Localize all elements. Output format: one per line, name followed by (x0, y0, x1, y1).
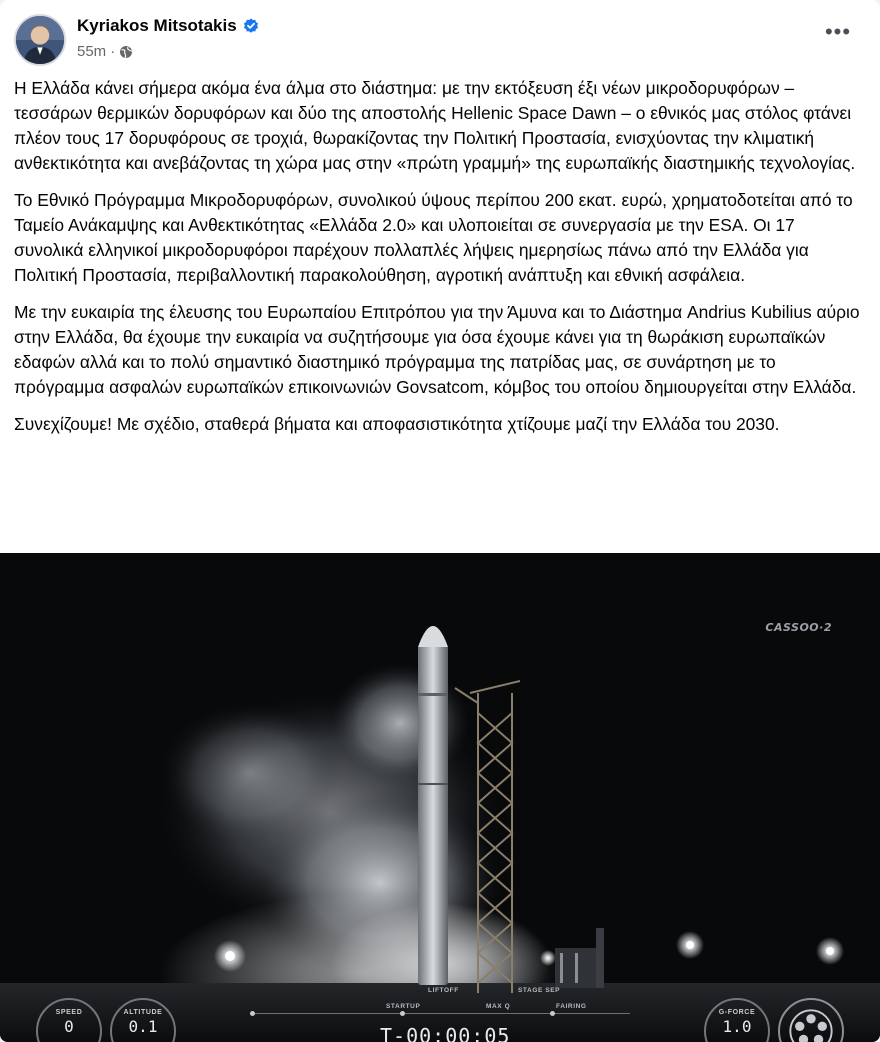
speed-label: SPEED (55, 1009, 83, 1016)
post-meta (77, 43, 133, 60)
timeline-label-stage-sep: STAGE SEP (518, 987, 561, 994)
more-options-icon[interactable]: ••• (824, 19, 852, 44)
speed-gauge (36, 998, 102, 1042)
launch-telemetry-hud (0, 982, 880, 1042)
author-avatar[interactable] (14, 14, 66, 66)
post-paragraph: Η Ελλάδα κάνει σήμερα ακόμα ένα άλμα στο διάστημα: με την εκτόξευση έξι νέων μικροδορυφόρων – τεσσάρων θερμικών δορυφόρων και δύο της αποστολής Hellenic Space Dawn – ο εθνικός μας στόλος φτάνει πλέον τους 17 δορυφόρους σε τροχιά, θωρακίζοντας την Πολιτική Προστασία, ενισχύοντας την κλιματική ανθεκτικότητα και ανεβάζοντας τη χώρα μας στην «πρώτη γραμμή» της ευρωπαϊκής διαστημικής τεχνολογίας. (14, 78, 856, 173)
verified-badge-icon (243, 18, 259, 34)
author-name[interactable] (77, 16, 259, 36)
broadcast-logo: CASSOO·2 (765, 621, 832, 634)
meta-separator: · (110, 43, 116, 60)
timeline-label-liftoff: LIFTOFF (428, 987, 459, 994)
timeline-marker (250, 1011, 255, 1016)
altitude-label: ALTITUDE (123, 1009, 163, 1016)
launch-photo (0, 553, 880, 1042)
post-paragraph: Με την ευκαιρία της έλευσης του Ευρωπαίου Επιτρόπου για την Άμυνα και το Διάστημα Andrius Kubilius αύριο στην Ελλάδα, θα έχουμε την ευκαιρία να συζητήσουμε για όσα έχουμε κάνει για τη θωράκιση ευρωπαϊκών εδαφών αλλά και το πολύ σημαντικό διαστημικό πρόγραμμα της πατρίδας μας, σε συνάρτηση με το πρόγραμμα ασφαλών ευρωπαϊκών επικοινωνιών Govsatcom, κόμβος του οποίου δημιουργείται στην Ελλάδα. (14, 302, 860, 397)
gforce-gauge (704, 998, 770, 1042)
timeline-marker (550, 1011, 555, 1016)
timeline-label-startup: STARTUP (386, 1003, 421, 1010)
countdown-clock: T-00:00:05 (380, 1024, 511, 1042)
altitude-gauge (110, 998, 176, 1042)
post-header (14, 12, 866, 68)
timeline-marker (400, 1011, 405, 1016)
speed-value: 0 (64, 1017, 74, 1036)
gforce-value: 1.0 (722, 1017, 752, 1036)
mission-timeline (250, 987, 630, 1014)
timeline-label-maxq: MAX Q (486, 1003, 511, 1010)
gforce-label: G-FORCE (718, 1009, 756, 1016)
post-paragraph: Συνεχίζουμε! Με σχέδιο, σταθερά βήματα και αποφασιστικότητα χτίζουμε μαζί την Ελλάδα του 2030. (14, 414, 780, 434)
post-message (14, 76, 862, 449)
post-paragraph: Το Εθνικό Πρόγραμμα Μικροδορυφόρων, συνολικού ύψους περίπου 200 εκατ. ευρώ, χρηματοδοτείται από το Ταμείο Ανάκαμψης και Ανθεκτικότητας «Ελλάδα 2.0» και υλοποιείται σε συνεργασία με την ESA. Οι 17 συνολικά ελληνικοί μικροδορυφόροι παρέχουν πολλαπλές λήψεις ημερησίως πάνω από την Ελλάδα για Πολιτική Προστασία, περιβαλλοντική παρακολούθηση, αγροτική ανάπτυξη και εθνική ασφάλεια. (14, 190, 853, 285)
author-name-text[interactable]: Kyriakos Mitsotakis (77, 16, 237, 35)
post-image-rocket-launch[interactable] (0, 553, 880, 1042)
altitude-value: 0.1 (128, 1017, 158, 1036)
film-reel-icon (778, 998, 844, 1042)
timeline-label-fairing: FAIRING (556, 1003, 587, 1010)
globe-icon[interactable] (119, 45, 133, 59)
post-timestamp[interactable]: 55m (77, 43, 107, 60)
